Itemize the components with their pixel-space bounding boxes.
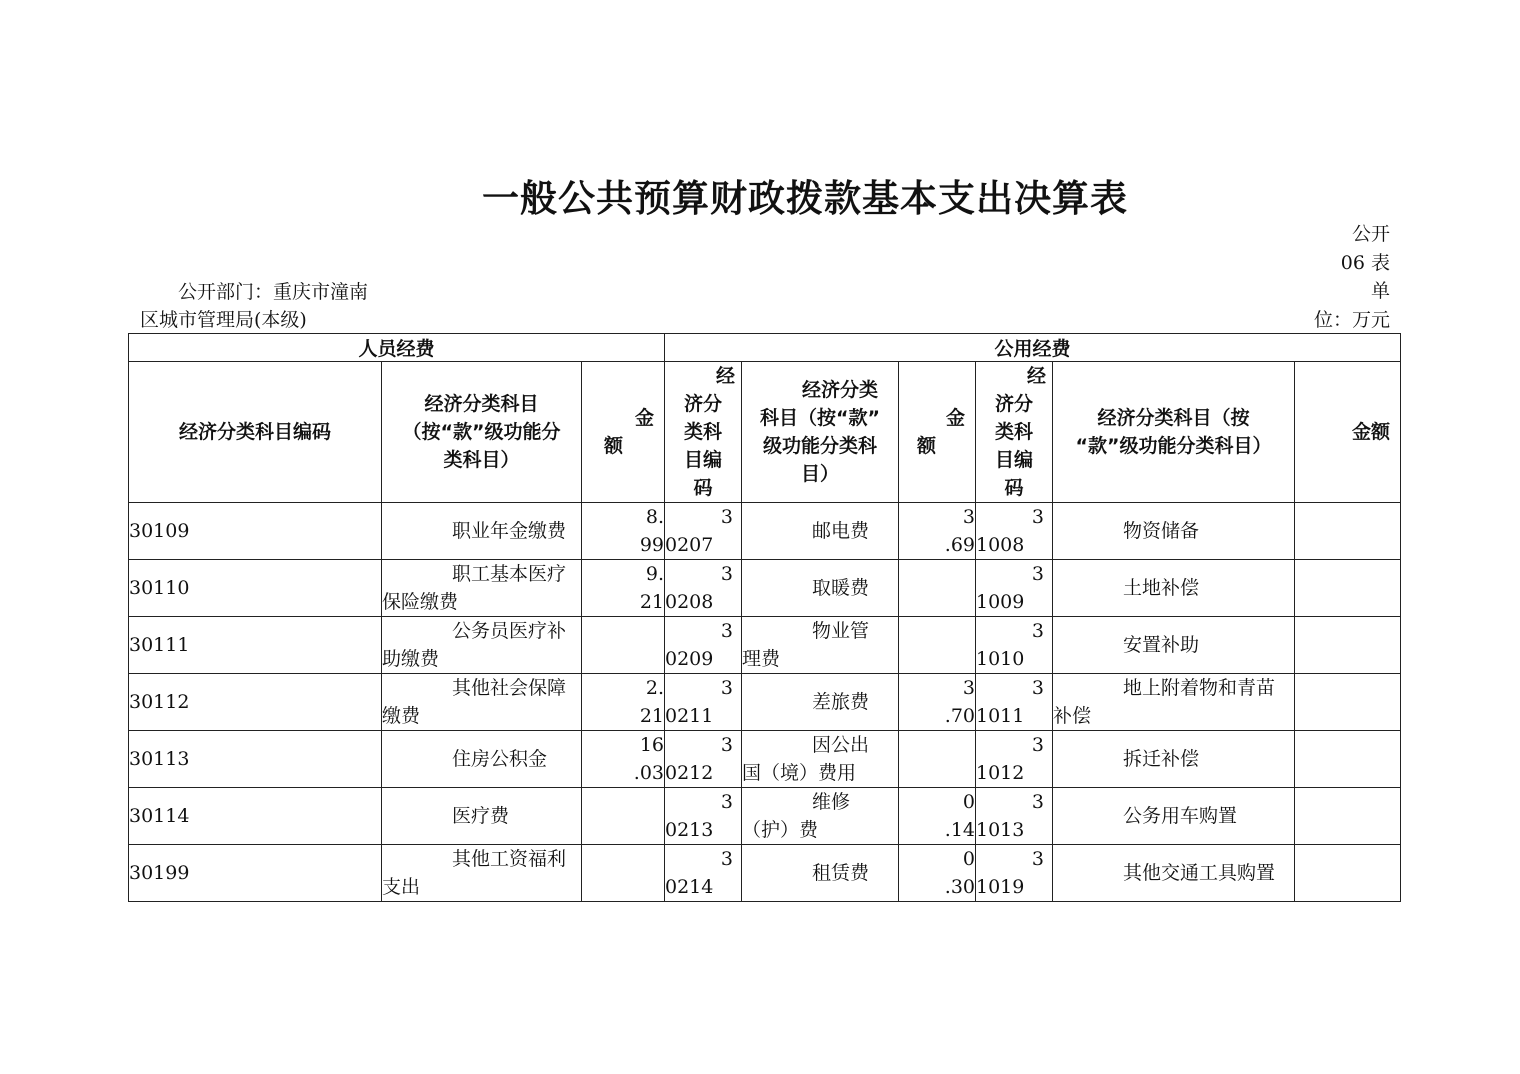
u2-code-line: 3: [1031, 791, 1044, 813]
u1-amount-line: .70: [944, 705, 975, 727]
u1-amount-line: .14: [944, 819, 975, 841]
table-row: [129, 617, 1401, 674]
p-subject-cell: [382, 674, 582, 731]
u1-subject-line: 因公出: [812, 734, 870, 756]
p-amount-line: 21: [639, 705, 664, 727]
u1-code-cell: [665, 617, 742, 674]
u1-code-line: 3: [720, 563, 733, 585]
u1-code-line: 0207: [665, 534, 714, 556]
u1-subject-line: 理费: [742, 648, 781, 670]
u1-amount-cell: [899, 731, 976, 788]
form-no-line: 06 表: [1340, 251, 1390, 274]
header-line: （按“款”级功能分: [402, 421, 561, 443]
u1-amount-line: 0: [962, 848, 975, 870]
u1-amount-line: .30: [944, 876, 975, 898]
u1-amount-line: 3: [962, 677, 975, 699]
u2-code-cell: [976, 560, 1053, 617]
u2-subject-cell: [1053, 788, 1295, 845]
u1-subject-cell: [742, 731, 899, 788]
u2-subject-cell: [1053, 731, 1295, 788]
u1-subject-cell: [742, 503, 899, 560]
u2-subject-cell: [1053, 845, 1295, 902]
department-label: 公开部门：重庆市潼南: [178, 281, 369, 303]
p-subject-line: 其他工资福利: [452, 848, 567, 870]
header-line: 金: [945, 407, 965, 429]
u2-code-line: 1010: [976, 648, 1025, 670]
page-title: 一般公共预算财政拨款基本支出决算表: [482, 177, 1128, 220]
u2-subject-line: 土地补偿: [1123, 577, 1200, 599]
u2-code-line: 1008: [976, 534, 1025, 556]
table-row: [129, 788, 1401, 845]
table-row: [129, 731, 1401, 788]
u1-amount-cell: [899, 674, 976, 731]
u2-subject-cell: [1053, 617, 1295, 674]
u2-subject-line: 拆迁补偿: [1123, 748, 1200, 770]
header-line: 科目（按“款”: [760, 407, 880, 429]
u1-subject-line: 维修: [812, 791, 851, 813]
u2-code-line: 1013: [976, 819, 1025, 841]
form-no-line: 公开: [1351, 223, 1390, 245]
u2-code-cell: [976, 845, 1053, 902]
header-line: 目编: [683, 449, 722, 471]
header-u2-amount: 金额: [1295, 362, 1401, 503]
group-public: 公用经费: [665, 334, 1401, 362]
u2-code-line: 1011: [976, 705, 1025, 727]
u1-code-cell: [665, 845, 742, 902]
u2-code-line: 3: [1031, 677, 1044, 699]
u2-subject-cell: [1053, 560, 1295, 617]
header-line: 金: [634, 407, 654, 429]
u2-subject-line: 安置补助: [1123, 634, 1200, 656]
p-amount-cell: [582, 560, 665, 617]
u1-code-cell: [665, 731, 742, 788]
header-line: 济分: [994, 393, 1033, 415]
u1-code-line: 3: [720, 506, 733, 528]
p-amount-line: .03: [633, 762, 664, 784]
p-subject-cell: [382, 845, 582, 902]
u2-subject-line: 地上附着物和青苗: [1123, 677, 1276, 699]
p-subject-line: 公务员医疗补: [452, 620, 567, 642]
u2-subject-line: 补偿: [1053, 705, 1092, 727]
p-subject-line: 住房公积金: [452, 748, 548, 770]
u2-code-line: 1012: [976, 762, 1025, 784]
header-u2-code: [976, 362, 1053, 503]
u1-subject-line: 物业管: [812, 620, 870, 642]
u1-amount-cell: [899, 845, 976, 902]
u1-code-cell: [665, 674, 742, 731]
header-u1-code: [665, 362, 742, 503]
u1-code-line: 0213: [665, 819, 714, 841]
u1-subject-line: 国（境）费用: [742, 762, 857, 784]
header-p-amount: [582, 362, 665, 503]
u1-subject-cell: [742, 788, 899, 845]
header-line: 类科: [683, 421, 722, 443]
u2-code-line: 3: [1031, 506, 1044, 528]
u2-subject-cell: [1053, 503, 1295, 560]
u2-amount-cell: [1295, 788, 1401, 845]
header-line: 类科: [994, 421, 1033, 443]
header-line: 目编: [994, 449, 1033, 471]
u1-code-line: 0214: [665, 876, 714, 898]
u2-code-line: 3: [1031, 848, 1044, 870]
p-code-cell: 30111: [129, 617, 382, 674]
header-line: “款”级功能分类科目）: [1075, 435, 1272, 457]
u2-code-cell: [976, 503, 1053, 560]
u1-amount-cell: [899, 560, 976, 617]
u1-code-cell: [665, 788, 742, 845]
u2-subject-line: 物资储备: [1123, 520, 1200, 542]
u1-subject-line: 租赁费: [812, 862, 870, 884]
u1-subject-line: 取暖费: [812, 577, 870, 599]
p-subject-cell: [382, 788, 582, 845]
u1-code-line: 0211: [665, 705, 714, 727]
u2-amount-cell: [1295, 503, 1401, 560]
unit-line: 单: [1370, 280, 1390, 302]
u1-code-line: 3: [720, 848, 733, 870]
p-amount-cell: [582, 731, 665, 788]
p-subject-line: 职业年金缴费: [452, 520, 567, 542]
department-label-cont: 区城市管理局(本级): [140, 309, 307, 331]
u2-code-line: 3: [1031, 734, 1044, 756]
u1-subject-cell: [742, 560, 899, 617]
p-code-cell: 30110: [129, 560, 382, 617]
p-subject-cell: [382, 560, 582, 617]
header-line: 经: [1026, 365, 1046, 387]
p-code-cell: 30109: [129, 503, 382, 560]
u2-amount-cell: [1295, 731, 1401, 788]
unit-line: 位：万元: [1313, 308, 1390, 331]
u1-subject-line: 邮电费: [812, 520, 870, 542]
u2-code-line: 1019: [976, 876, 1025, 898]
expenditure-table: [128, 333, 1401, 902]
p-code-cell: 30113: [129, 731, 382, 788]
u1-subject-line: 差旅费: [812, 691, 870, 713]
header-u1-subject: [742, 362, 899, 503]
p-amount-cell: [582, 674, 665, 731]
group-header-row: [129, 334, 1401, 362]
u2-amount-cell: [1295, 845, 1401, 902]
p-code-cell: 30112: [129, 674, 382, 731]
u2-amount-cell: [1295, 617, 1401, 674]
u1-code-line: 3: [720, 677, 733, 699]
table-row: [129, 845, 1401, 902]
u1-subject-line: （护）费: [742, 819, 819, 841]
u1-amount-cell: [899, 503, 976, 560]
p-amount-cell: [582, 788, 665, 845]
p-code-cell: 30114: [129, 788, 382, 845]
p-code-cell: 30199: [129, 845, 382, 902]
u2-code-cell: [976, 731, 1053, 788]
u1-code-cell: [665, 560, 742, 617]
u2-code-cell: [976, 617, 1053, 674]
table-row: [129, 674, 1401, 731]
u2-subject-line: 其他交通工具购置: [1123, 862, 1276, 884]
p-subject-line: 保险缴费: [382, 591, 459, 613]
u1-amount-cell: [899, 617, 976, 674]
u2-code-line: 3: [1031, 620, 1044, 642]
p-amount-line: 99: [639, 534, 664, 556]
header-p-code: 经济分类科目编码: [129, 362, 382, 503]
header-line: 码: [693, 477, 713, 499]
p-amount-line: 21: [639, 591, 664, 613]
header-line: 经济分类科目: [424, 393, 539, 415]
header-line: 类科目）: [443, 449, 520, 471]
header-line: 经: [715, 365, 735, 387]
form-number-block: [1314, 220, 1390, 334]
u2-code-cell: [976, 788, 1053, 845]
p-subject-line: 其他社会保障: [452, 677, 567, 699]
p-subject-line: 职工基本医疗: [452, 563, 567, 585]
header-line: 济分: [683, 393, 722, 415]
p-subject-line: 医疗费: [452, 805, 510, 827]
u1-code-line: 0212: [665, 762, 714, 784]
column-header-row: [129, 362, 1401, 503]
p-subject-cell: [382, 731, 582, 788]
p-amount-cell: [582, 617, 665, 674]
p-amount-cell: [582, 503, 665, 560]
p-subject-line: 助缴费: [382, 648, 440, 670]
p-amount-line: 16: [639, 734, 664, 756]
p-amount-line: 2.: [645, 677, 664, 699]
header-line: 经济分类: [801, 379, 878, 401]
header-p-subject: [382, 362, 582, 503]
table-row: [129, 560, 1401, 617]
u1-code-line: 3: [720, 791, 733, 813]
p-subject-cell: [382, 503, 582, 560]
group-personnel: 人员经费: [129, 334, 665, 362]
u1-code-line: 0209: [665, 648, 714, 670]
u1-amount-line: 0: [962, 791, 975, 813]
header-line: 级功能分类科: [762, 435, 877, 457]
u1-amount-line: .69: [944, 534, 975, 556]
u1-subject-cell: [742, 845, 899, 902]
header-line: 额: [604, 435, 624, 457]
u2-code-line: 1009: [976, 591, 1025, 613]
header-u2-subject: [1053, 362, 1295, 503]
u1-code-line: 3: [720, 734, 733, 756]
header-line: 经济分类科目（按: [1097, 407, 1250, 429]
u2-amount-cell: [1295, 674, 1401, 731]
header-line: 额: [917, 435, 937, 457]
u1-amount-cell: [899, 788, 976, 845]
table-row: [129, 503, 1401, 560]
u2-code-cell: [976, 674, 1053, 731]
header-line: 目）: [800, 463, 839, 485]
u2-subject-cell: [1053, 674, 1295, 731]
u2-code-line: 3: [1031, 563, 1044, 585]
p-amount-line: 9.: [645, 563, 664, 585]
u1-amount-line: 3: [962, 506, 975, 528]
header-line: 码: [1004, 477, 1024, 499]
u1-code-line: 3: [720, 620, 733, 642]
p-amount-line: 8.: [645, 506, 664, 528]
p-subject-line: 缴费: [382, 705, 421, 727]
p-subject-line: 支出: [382, 876, 421, 898]
p-amount-cell: [582, 845, 665, 902]
u1-subject-cell: [742, 674, 899, 731]
u1-subject-cell: [742, 617, 899, 674]
u2-subject-line: 公务用车购置: [1123, 805, 1238, 827]
u2-amount-cell: [1295, 560, 1401, 617]
u1-code-cell: [665, 503, 742, 560]
u1-code-line: 0208: [665, 591, 714, 613]
p-subject-cell: [382, 617, 582, 674]
header-u1-amount: [899, 362, 976, 503]
